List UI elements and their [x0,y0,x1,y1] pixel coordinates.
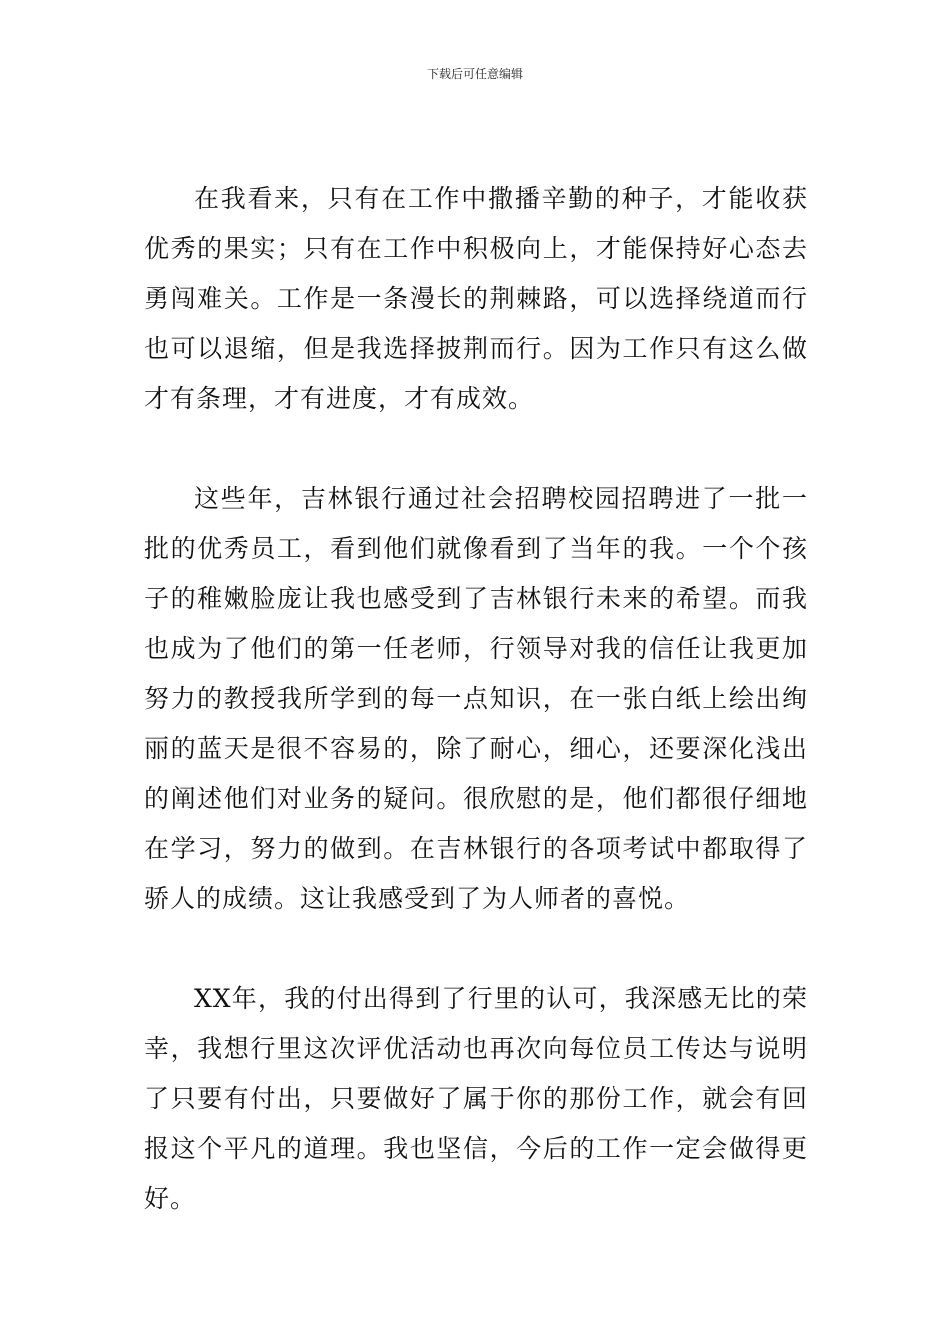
paragraph-1: 在我看来，只有在工作中撒播辛勤的种子，才能收获优秀的果实；只有在工作中积极向上，才能保持好心态去勇闯难关。工作是一条漫长的荆棘路，可以选择绕道而行也可以退缩，但是我选择披荆而行。因为工作只有这么做才有条理，才有进度，才有成效。 [144,184,808,413]
paragraph-3: XX年，我的付出得到了行里的认可，我深感无比的荣幸，我想行里这次评优活动也再次向每位员工传达与说明了只要有付出，只要做好了属于你的那份工作，就会有回报这个平凡的道理。我也坚信，今后的工作一定会做得更好。 [144,984,808,1213]
page-header-note: 下载后可任意编辑 [426,67,523,81]
paragraph-2: 这些年，吉林银行通过社会招聘校园招聘进了一批一批的优秀员工，看到他们就像看到了当年的我。一个个孩子的稚嫩脸庞让我也感受到了吉林银行未来的希望。而我也成为了他们的第一任老师，行领导对我的信任让我更加努力的教授我所学到的每一点知识，在一张白纸上绘出绚丽的蓝天是很不容易的，除了耐心，细心，还要深化浅出的阐述他们对业务的疑问。很欣慰的是，他们都很仔细地在学习，努力的做到。在吉林银行的各项考试中都取得了骄人的成绩。这让我感受到了为人师者的喜悦。 [144,484,808,913]
document-body [144,174,808,1224]
